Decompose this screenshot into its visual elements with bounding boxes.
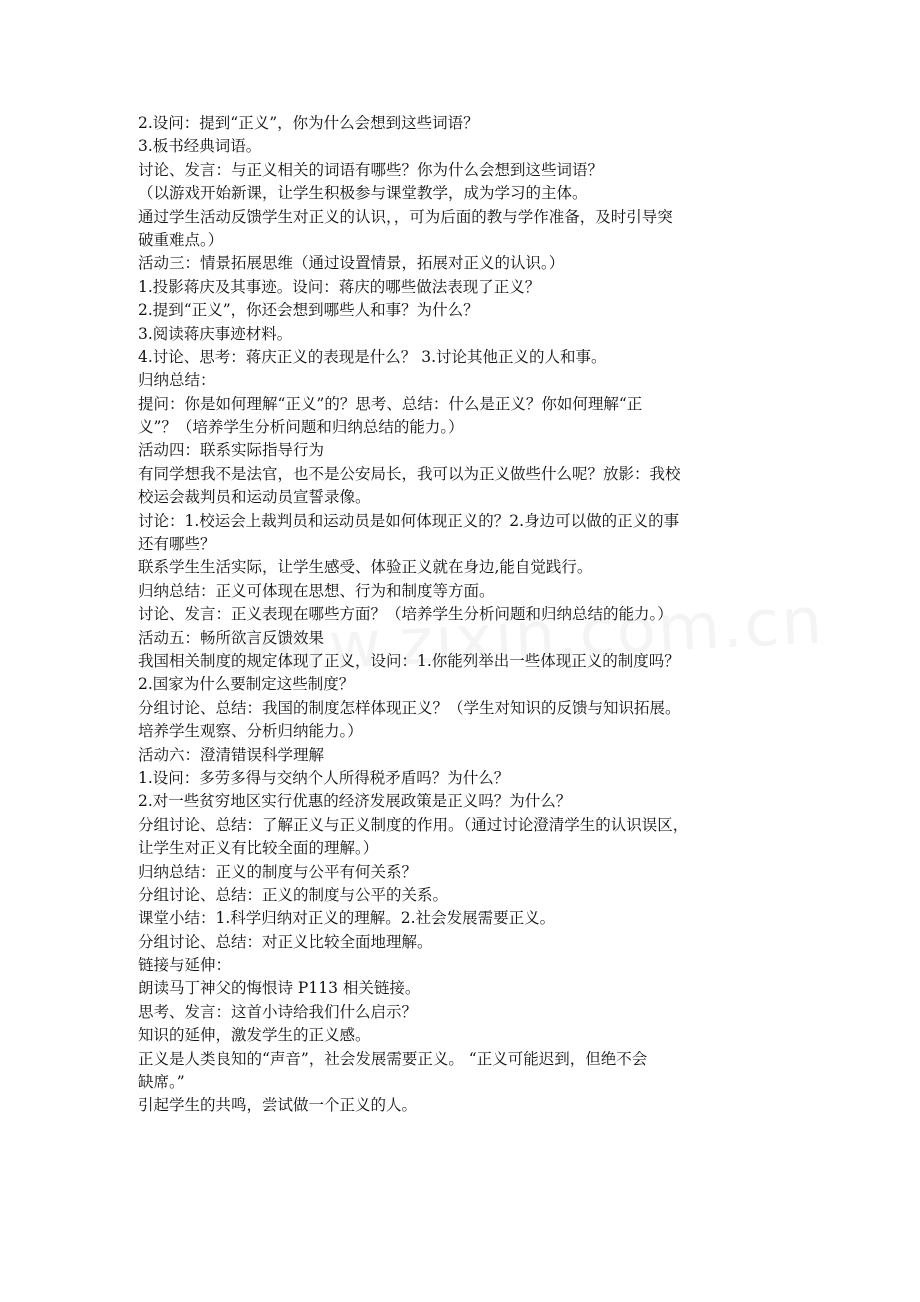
section-heading: 活动五：畅所欲言反馈效果: [138, 628, 325, 647]
document-body: [138, 112, 800, 1118]
text-line: 2.对一些贫穷地区实行优惠的经济发展政策是正义吗？为什么？: [138, 792, 572, 811]
text-line: 2.提到“正义”，你还会想到哪些人和事？为什么？: [138, 301, 479, 320]
section-heading: 活动六：澄清错误科学理解: [138, 745, 325, 764]
text-line: 培养学生观察、分析归纳能力。）: [138, 722, 363, 741]
section-heading: 活动三：情景拓展思维（通过设置情景，拓展对正义的认识。）: [138, 254, 565, 273]
text-line: 我国相关制度的规定体现了正义，设问：1.你能列举出一些体现正义的制度吗？: [138, 651, 680, 670]
text-line: 让学生对正义有比较全面的理解。）: [138, 839, 379, 858]
text-line: 归纳总结：正义可体现在思想、行为和制度等方面。: [138, 581, 495, 600]
text-line: 讨论、发言：正义表现在哪些方面？（培养学生分析问题和归纳总结的能力。）: [138, 605, 673, 624]
text-line: 分组讨论、总结：我国的制度怎样体现正义？（学生对知识的反馈与知识拓展。: [138, 698, 681, 717]
text-line: 朗读马丁神父的悔恨诗 P113 相关链接。: [138, 979, 421, 998]
text-line: 通过学生活动反馈学生对正义的认识，，可为后面的教与学作准备，及时引导突: [138, 207, 673, 226]
text-line: 归纳总结：正义的制度与公平有何关系？: [138, 862, 418, 881]
text-line: （以游戏开始新课，让学生积极参与课堂教学，成为学习的主体。: [138, 184, 588, 203]
text-line: 知识的延伸，激发学生的正义感。: [138, 1026, 371, 1045]
text-line: 引起学生的共鸣，尝试做一个正义的人。: [138, 1096, 418, 1115]
text-line: 还有哪些？: [138, 535, 216, 554]
text-line: 讨论：1.校运会上裁判员和运动员是如何体现正义的？2.身边可以做的正义的事: [138, 511, 680, 530]
text-line: 2.国家为什么要制定这些制度？: [138, 675, 355, 694]
text-line: 1.投影蒋庆及其事迹。设问：蒋庆的哪些做法表现了正义？: [138, 277, 541, 296]
text-line: 归纳总结：: [138, 371, 216, 390]
text-line: 讨论、发言：与正义相关的词语有哪些？你为什么会想到这些词语？: [138, 160, 604, 179]
text-line: 破重难点。）: [138, 230, 224, 249]
text-line: 有同学想我不是法官，也不是公安局长，我可以为正义做些什么呢？放影：我校: [138, 464, 681, 483]
text-line: 思考、发言：这首小诗给我们什么启示？: [138, 1002, 418, 1021]
text-line: 3.板书经典词语。: [138, 137, 262, 156]
text-line: 正义是人类良知的“声音”，社会发展需要正义。 “正义可能迟到，但绝不会: [138, 1049, 648, 1068]
text-line: 2.设问：提到“正义”，你为什么会想到这些词语？: [138, 114, 479, 132]
text-line: 提问：你是如何理解“正义”的？思考、总结：什么是正义？你如何理解“正: [138, 394, 643, 413]
text-line: 课堂小结：1.科学归纳对正义的理解。2.社会发展需要正义。: [138, 909, 556, 928]
text-line: 缺席。”: [138, 1073, 185, 1092]
text-line: 联系学生生活实际，让学生感受、体验正义就在身边,能自觉践行。: [138, 558, 593, 577]
section-heading: 活动四：联系实际指导行为: [138, 441, 325, 460]
text-line: 校运会裁判员和运动员宣誓录像。: [138, 488, 371, 507]
text-line: 3.阅读蒋庆事迹材料。: [138, 324, 293, 343]
text-line: 4.讨论、思考：蒋庆正义的表现是什么？ 3.讨论其他正义的人和事。: [138, 347, 607, 366]
text-line: 1.设问：多劳多得与交纳个人所得税矛盾吗？为什么？: [138, 768, 510, 787]
section-heading: 链接与延伸：: [138, 956, 232, 975]
text-line: 分组讨论、总结：了解正义与正义制度的作用。（通过讨论澄清学生的认识误区，: [138, 815, 689, 834]
text-line: 分组讨论、总结：正义的制度与公平的关系。: [138, 885, 449, 904]
text-line: 分组讨论、总结：对正义比较全面地理解。: [138, 932, 433, 951]
text-line: 义”？（培养学生分析问题和归纳总结的能力。）: [138, 418, 464, 437]
